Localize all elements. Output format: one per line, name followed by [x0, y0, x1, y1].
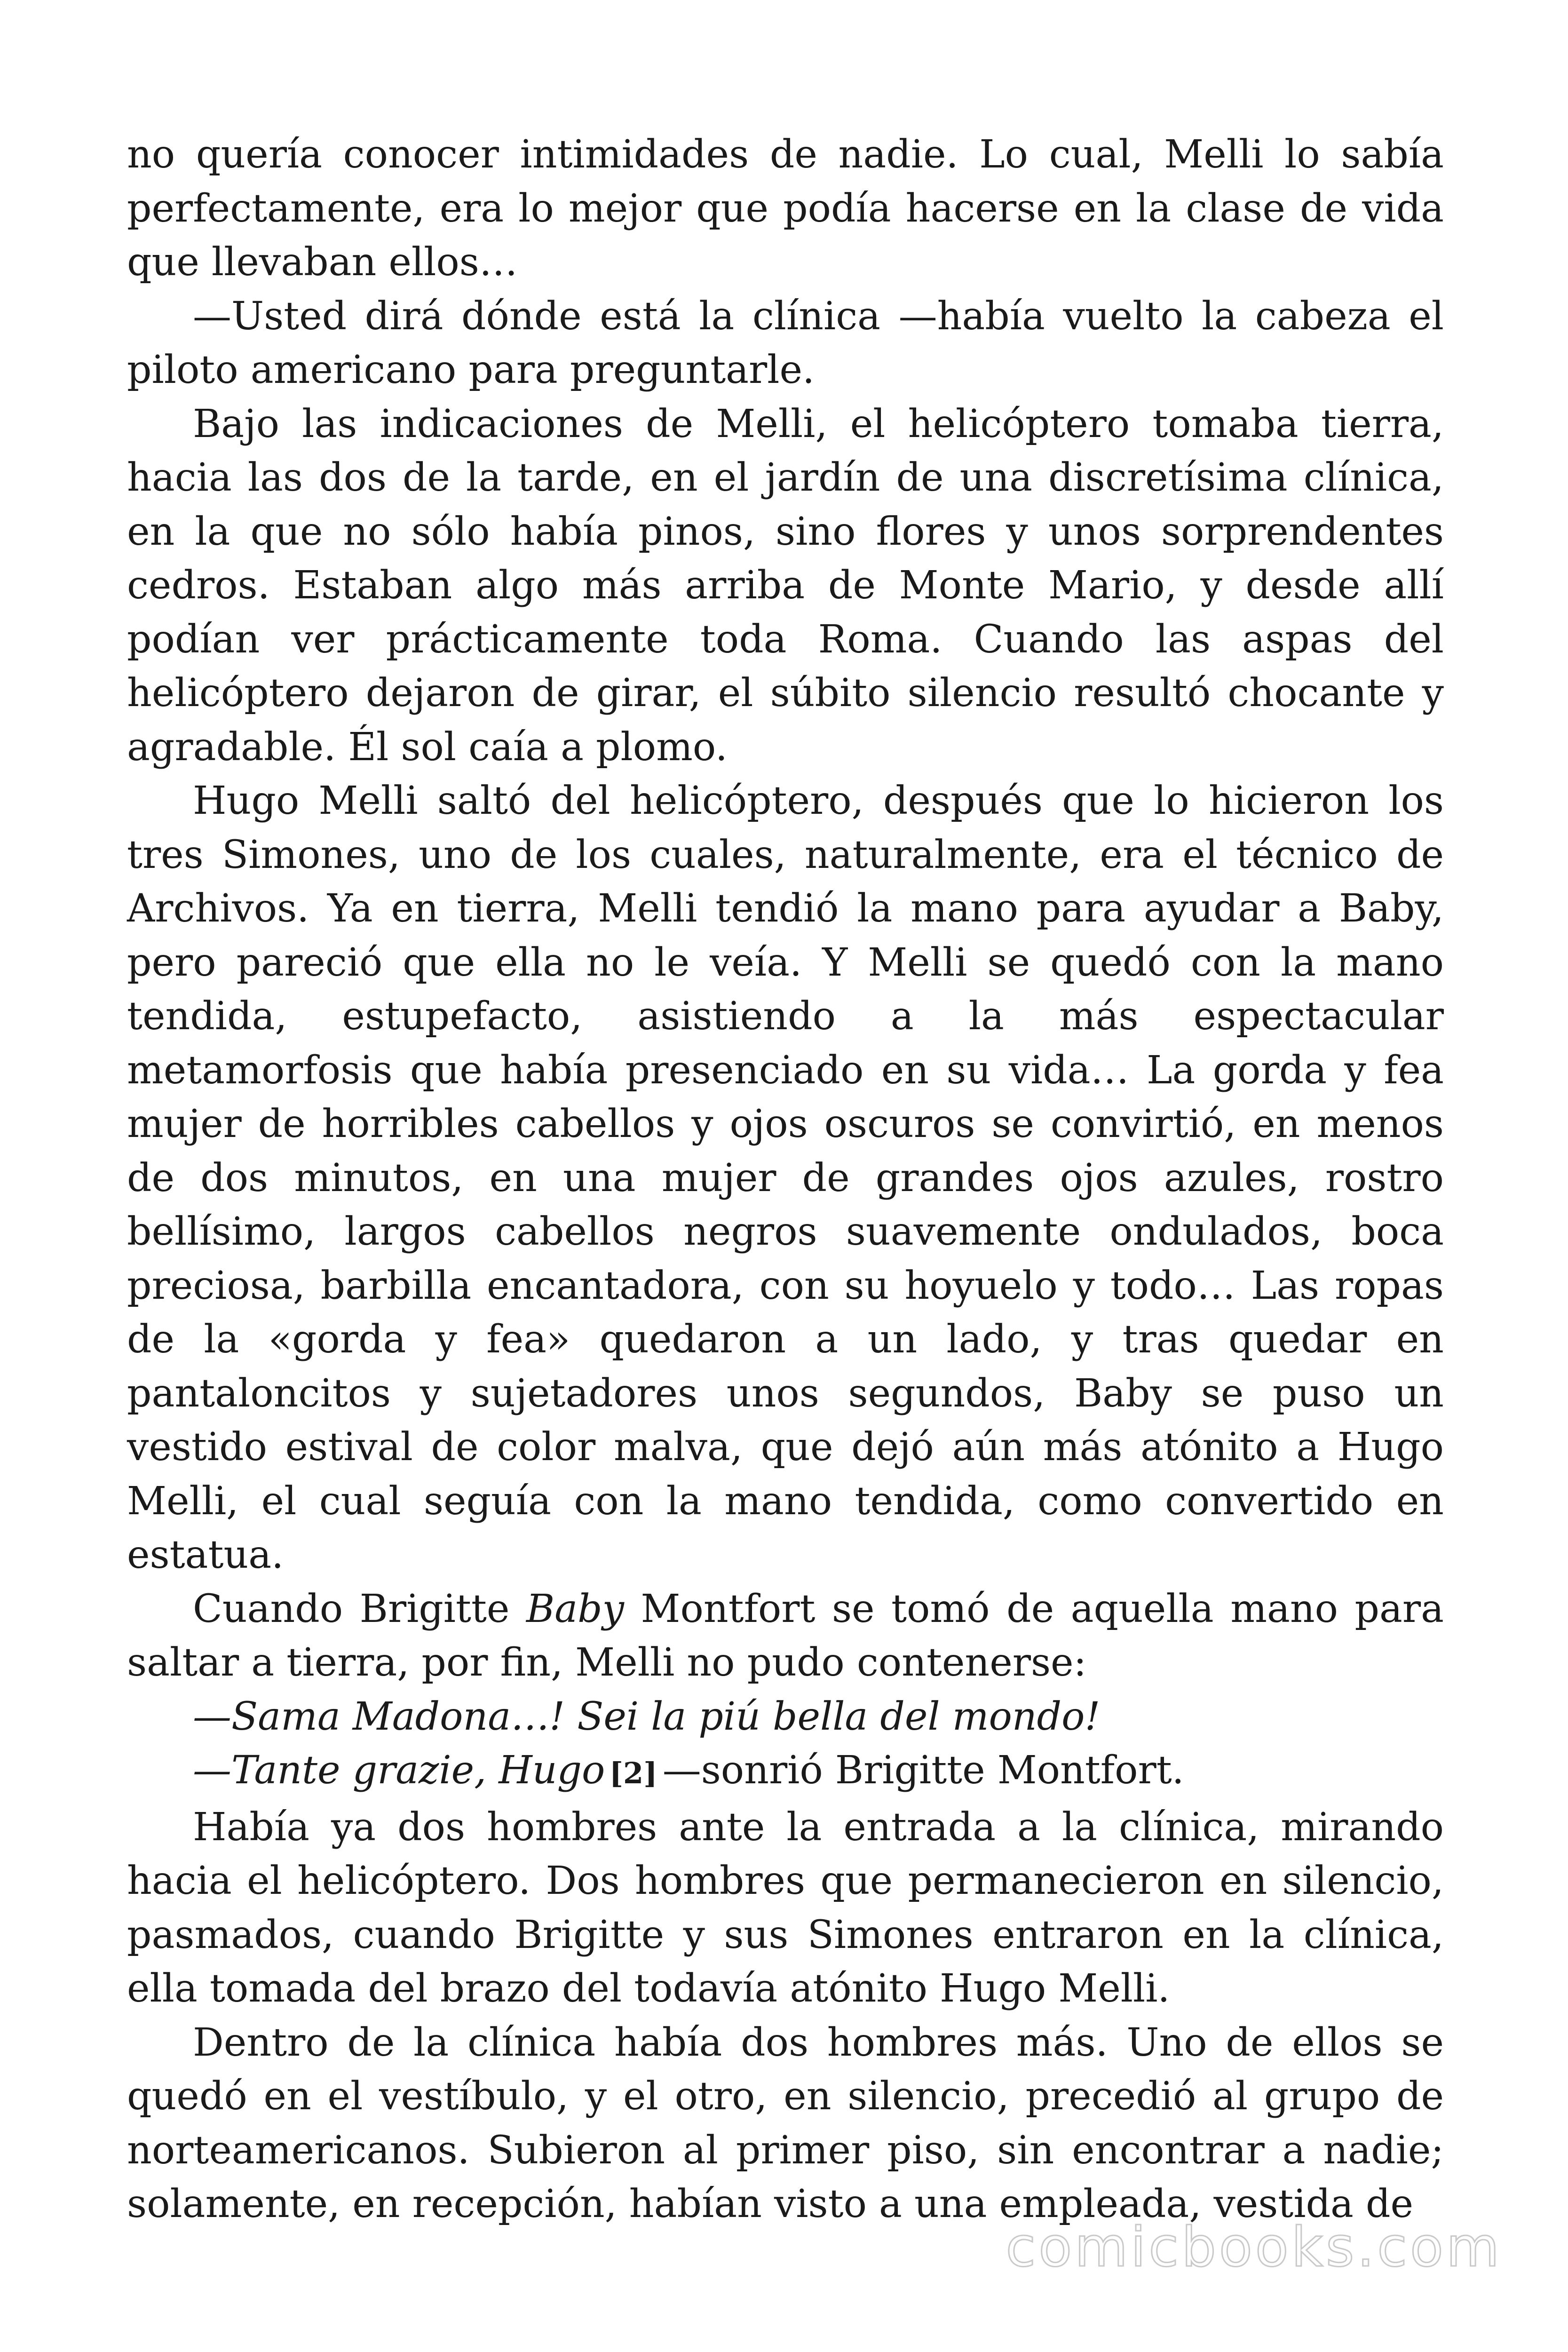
paragraph-9: Dentro de la clínica había dos hombres más. Uno de ellos se quedó en el vestíbulo, y el otro, en silencio, precedió al grupo de norteamericanos. Subieron al primer piso, sin encontrar a nadie; solamente, en recepción, habían visto a una empleada, vestida de: [127, 2020, 1444, 2226]
watermark-text: comicbooks.com: [1006, 2216, 1502, 2279]
paragraph-5-start: Cuando Brigitte: [193, 1586, 526, 1631]
paragraph-8: Había ya dos hombres ante la entrada a la clínica, mirando hacia el helicóptero. Dos hombres que permanecieron en silencio, pasmados, cuando Brigitte y sus Simones entraron en la clínica, ella tomada del brazo del todavía atónito Hugo Melli.: [127, 1804, 1444, 2011]
paragraph-4: Hugo Melli saltó del helicóptero, después que lo hicieron los tres Simones, uno de los cuales, naturalmente, era el técnico de Archivos. Ya en tierra, Melli tendió la mano para ayudar a Baby, pero pareció que ella no le veía. Y Melli se quedó con la mano tendida, estupefacto, asistiendo a la más espectacular metamorfosis que había presenciado en su vida… La gorda y fea mujer de horribles cabellos y ojos oscuros se convirtió, en menos de dos minutos, en una mujer de grandes ojos azules, rostro bellísimo, largos cabellos negros suavemente ondulados, boca preciosa, barbilla encantadora, con su hoyuelo y todo… Las ropas de la «gorda y fea» quedaron a un lado, y tras quedar en pantaloncitos y sujetadores unos segundos, Baby se puso un vestido estival de color malva, que dejó aún más atónito a Hugo Melli, el cual seguía con la mano tendida, como convertido en estatua.: [127, 779, 1444, 1577]
paragraph-5-italic-name: Baby: [526, 1586, 624, 1631]
paragraph-6: [127, 1690, 1444, 1744]
paragraph-5: [127, 1582, 1444, 1690]
footnote-reference[interactable]: [2]: [609, 1756, 657, 1790]
paragraph-7-end: —sonrió Brigitte Montfort.: [662, 1748, 1184, 1793]
book-page-text: [127, 128, 1444, 2232]
paragraph-6-italic-dialogue: —Sama Madona…! Sei la piú bella del mondo!: [193, 1694, 1101, 1739]
paragraph-5-end: Montfort se tomó de aquella mano para saltar a tierra, por fin, Melli no pudo contenerse:: [127, 1586, 1444, 1685]
paragraph-7: [127, 1744, 1444, 1801]
paragraph-7-italic-dialogue: —Tante grazie, Hugo: [193, 1748, 605, 1793]
paragraph-3: Bajo las indicaciones de Melli, el helicóptero tomaba tierra, hacia las dos de la tarde, en el jardín de una discretísima clínica, en la que no sólo había pinos, sino flores y unos sorprendentes cedros. Estaban algo más arriba de Monte Mario, y desde allí podían ver prácticamente toda Roma. Cuando las aspas del helicóptero dejaron de girar, el súbito silencio resultó chocante y agradable. Él sol caía a plomo.: [127, 401, 1444, 770]
paragraph-1: no quería conocer intimidades de nadie. Lo cual, Melli lo sabía perfectamente, era lo mejor que podía hacerse en la clase de vida que llevaban ellos…: [127, 132, 1444, 285]
paragraph-2: —Usted dirá dónde está la clínica —había vuelto la cabeza el piloto americano para preguntarle.: [127, 294, 1444, 392]
